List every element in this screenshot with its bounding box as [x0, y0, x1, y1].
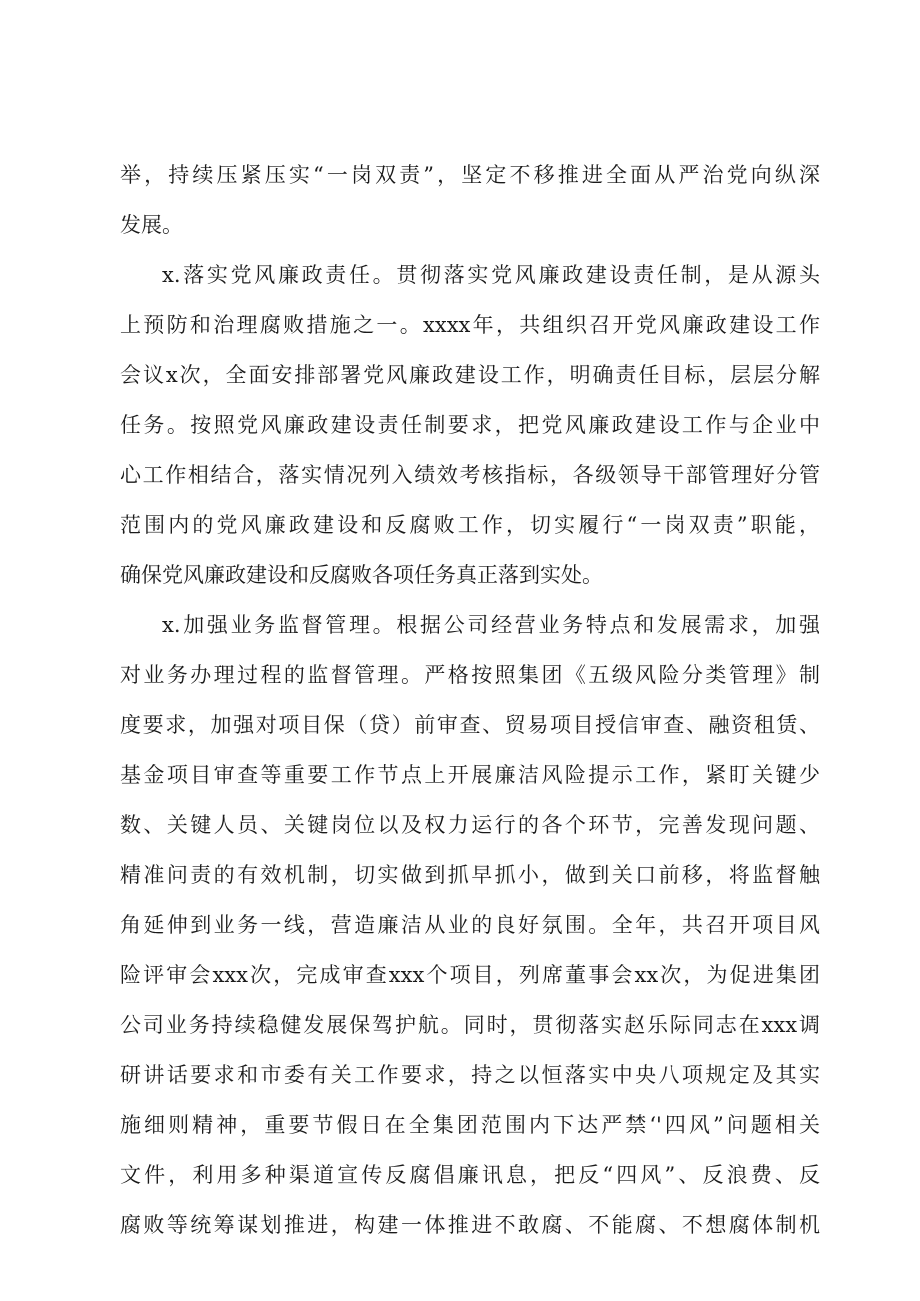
text-line-7: 心工作相结合，落实情况列入绩效考核指标，各级领导干部管理好分管 [120, 463, 820, 487]
document-body [120, 150, 820, 1250]
text-line-6: 任务。按照党风廉政建设责任制要求，把党风廉政建设工作与企业中 [120, 413, 820, 437]
text-line-17: 险评审会xxx次，完成审查xxx个项目，列席董事会xx次，为促进集团 [120, 963, 820, 987]
text-line-22: 腐败等统筹谋划推进，构建一体推进不敢腐、不能腐、不想腐体制机 [120, 1213, 820, 1237]
text-line-4: 上预防和治理腐败措施之一。xxxx年，共组织召开党风廉政建设工作 [120, 313, 820, 337]
text-line-10: x.加强业务监督管理。根据公司经营业务特点和发展需求，加强 [162, 613, 820, 637]
text-line-14: 数、关键人员、关键岗位以及权力运行的各个环节，完善发现问题、 [120, 813, 820, 837]
text-line-20: 施细则精神，重要节假日在全集团范围内下达严禁‘'四风”问题相关 [120, 1113, 820, 1137]
text-line-2: 发展。 [120, 213, 183, 237]
text-line-1: 举，持续压紧压实“一岗双责”，坚定不移推进全面从严治党向纵深 [120, 163, 820, 187]
text-line-18: 公司业务持续稳健发展保驾护航。同时，贯彻落实赵乐际同志在xxx调 [120, 1013, 820, 1037]
text-line-9: 确保党风廉政建设和反腐败各项任务真正落到实处。 [120, 563, 603, 587]
text-line-19: 研讲话要求和市委有关工作要求，持之以恒落实中央八项规定及其实 [120, 1063, 820, 1087]
text-line-15: 精准问责的有效机制，切实做到抓早抓小，做到关口前移，将监督触 [120, 863, 820, 887]
text-line-8: 范围内的党风廉政建设和反腐败工作，切实履行“一岗双责”职能， [120, 513, 820, 537]
text-line-11: 对业务办理过程的监督管理。严格按照集团《五级风险分类管理》制 [120, 663, 820, 687]
text-line-3: x.落实党风廉政责任。贯彻落实党风廉政建设责任制，是从源头 [162, 263, 820, 287]
text-line-12: 度要求，加强对项目保（贷）前审查、贸易项目授信审查、融资租赁、 [120, 713, 820, 737]
text-line-13: 基金项目审查等重要工作节点上开展廉洁风险提示工作，紧盯关键少 [120, 763, 820, 787]
text-line-21: 文件，利用多种渠道宣传反腐倡廉讯息，把反“四风”、反浪费、反 [120, 1163, 820, 1187]
text-line-5: 会议x次，全面安排部署党风廉政建设工作，明确责任目标，层层分解 [120, 363, 820, 387]
text-line-16: 角延伸到业务一线，营造廉洁从业的良好氛围。全年，共召开项目风 [120, 913, 820, 937]
